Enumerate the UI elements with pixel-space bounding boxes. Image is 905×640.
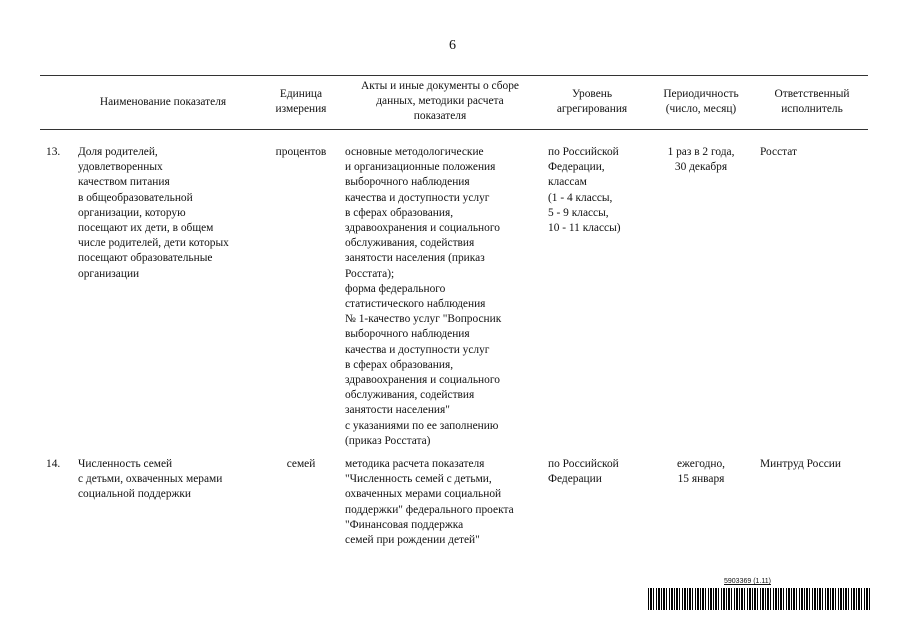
row-13-unit: процентов <box>275 146 327 158</box>
barcode-label: 5903369 (1.11) <box>724 578 771 585</box>
row-13-executor: Росстат <box>760 146 797 158</box>
header-acts: Акты и иные документы о сборе данных, методики расчета показателя <box>360 80 519 123</box>
header-name: Наименование показателя <box>99 96 227 108</box>
row-14-acts: методика расчета показателя "Численность семей с детьми, охваченных мерами социальной поддержки" федерального проекта "Финансовая поддержка семей при рождении детей" <box>345 458 514 547</box>
row-13-number: 13. <box>46 146 61 158</box>
barcode-bars <box>648 588 870 610</box>
header-unit: Единица измерения <box>275 88 327 116</box>
row-13-name: Доля родителей, удовлетворенных качеством питания в общеобразовательной организации, которую посещают их дети, в общем числе родителей, дети которых посещают образовательные организации <box>78 146 229 280</box>
row-14-level: по Российской Федерации <box>548 458 619 486</box>
header-level: Уровень агрегирования <box>556 88 628 116</box>
header-bottom-rule <box>40 129 868 130</box>
page-number: 6 <box>449 38 456 53</box>
row-13-period: 1 раз в 2 года, 30 декабря <box>667 146 735 174</box>
row-14-executor: Минтруд России <box>760 458 841 470</box>
header-executor: Ответственный исполнитель <box>774 88 850 116</box>
row-13-level: по Российской Федерации, классам (1 - 4 классы, 5 - 9 классы, 10 - 11 классы) <box>548 146 621 235</box>
row-14-unit: семей <box>286 458 316 470</box>
row-14-name: Численность семей с детьми, охваченных мерами социальной поддержки <box>78 458 223 501</box>
row-13-acts: основные методологические и организационные положения выборочного наблюдения качества и доступности услуг в сферах образования, здравоохранения и социального обслуживания, содействия занятости населения (приказ Росстата); форма федерального статистического наблюдения № 1-качество услуг "Вопросник выборочного наблюдения качества и доступности услуг в сферах образования, здравоохранения и социального обслуживания, содействия занятости населения" с указаниями по ее заполнению (приказ Росстата) <box>345 146 502 447</box>
row-14-period: ежегодно, 15 января <box>676 458 726 486</box>
document-barcode <box>648 578 870 610</box>
table-top-rule <box>40 75 868 76</box>
row-14-number: 14. <box>46 458 61 470</box>
header-period: Периодичность (число, месяц) <box>663 88 739 116</box>
